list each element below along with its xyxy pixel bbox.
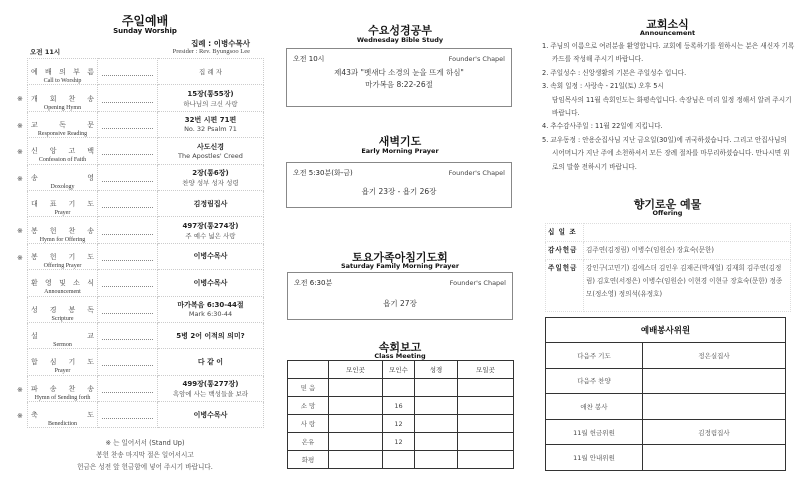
item-name-ko: 예배의부름 bbox=[31, 68, 102, 77]
dawn-box bbox=[286, 162, 512, 208]
wednesday-title: 수요성경공부 bbox=[368, 24, 432, 37]
item-value: 다 같 이 bbox=[197, 357, 224, 366]
worship-item bbox=[28, 85, 264, 111]
wednesday-subtitle: Wednesday Bible Study bbox=[356, 36, 444, 44]
table-cell: 믿 음 bbox=[288, 379, 329, 397]
stand-up-mark: ※ bbox=[17, 385, 23, 394]
offering-row bbox=[546, 242, 791, 260]
table-cell: 정은실집사 bbox=[643, 343, 786, 369]
stand-up-mark: ※ bbox=[17, 412, 23, 421]
offering-type: 주일헌금 bbox=[546, 260, 584, 312]
item-name-ko: 파송찬송 bbox=[31, 384, 106, 393]
table-cell: 16 bbox=[383, 397, 415, 415]
item-value: 마가복음 6:30-44절 bbox=[177, 301, 244, 310]
worship-item bbox=[28, 296, 264, 322]
item-name-en: Hymn for Offering bbox=[39, 236, 86, 243]
announcement-item: 2. 주일성수 : 신앙생활의 기본은 주일성수 입니다. bbox=[542, 68, 687, 77]
worship-item bbox=[28, 322, 264, 348]
item-name-en: Hymn of Sending forth bbox=[34, 394, 91, 401]
wednesday-box bbox=[286, 48, 512, 107]
wednesday-lesson: 제43과 "벳새다 소경의 눈을 뜨게 하심" bbox=[334, 68, 464, 77]
announce-subtitle: Announcement bbox=[639, 29, 696, 37]
table-cell bbox=[415, 379, 458, 397]
item-value: 497장(통274장) bbox=[182, 221, 239, 230]
announcement-item: 담임목사의 11월 속회인도는 화평속입니다. 속장님은 미리 일정 정해서 알려 주시기 바랍니다. bbox=[552, 95, 792, 118]
item-name-ko: 합심기도 bbox=[31, 358, 106, 367]
dawn-time: 오전 5:30분(화-금) bbox=[293, 169, 353, 177]
table-cell bbox=[643, 394, 786, 420]
worship-notes bbox=[27, 437, 263, 473]
announcement-item: 4. 추수감사주일 : 11월 22일에 지킵니다. bbox=[542, 122, 663, 131]
worship-item bbox=[28, 59, 264, 85]
table-row bbox=[288, 397, 514, 415]
offering-subtitle: Offering bbox=[652, 209, 683, 217]
offering-table bbox=[545, 223, 791, 312]
table-header bbox=[288, 361, 514, 379]
item-name-ko: 봉헌기도 bbox=[31, 252, 106, 261]
presider-ko: 집례 : 이병수목사 bbox=[191, 39, 250, 48]
table-cell: 12 bbox=[383, 433, 415, 451]
item-name-en: Prayer bbox=[54, 368, 71, 375]
offering-row bbox=[546, 224, 791, 242]
dotted-leader bbox=[102, 207, 153, 208]
item-detail: Mark 6:30-44 bbox=[188, 310, 233, 319]
table-cell bbox=[383, 379, 415, 397]
item-name-en: Scripture bbox=[51, 315, 74, 322]
dawn-scripture: 욥기 23장 - 욥기 26장 bbox=[361, 187, 437, 196]
offering-names: 강인구(고민기) 김에스더 김인우 김재곤(박재얼) 김재희 김주연(김정림) 김호연(서정은) 이병수(임원순) 이현경 이현규 장효숙(문한) 정종모(정소영) 정의석(유정호) bbox=[584, 260, 791, 312]
column-header: 성경 bbox=[415, 361, 458, 379]
saturday-place: Founder's Chapel bbox=[449, 279, 506, 287]
service-time: 오전 11시 bbox=[30, 48, 61, 56]
item-name-en: Opening Hymn bbox=[43, 104, 82, 111]
item-name-en: Prayer bbox=[54, 210, 71, 217]
item-name-en: Announcement bbox=[44, 289, 81, 296]
table-cell bbox=[329, 433, 383, 451]
item-value: 사도신경 bbox=[196, 142, 225, 151]
stand-up-mark: ※ bbox=[17, 174, 23, 183]
table-row bbox=[546, 394, 786, 420]
item-detail: 하나님의 크신 사랑 bbox=[183, 99, 238, 108]
item-name-ko: 성경봉독 bbox=[31, 305, 106, 314]
dotted-leader bbox=[102, 234, 153, 235]
item-value: 15장(통55장) bbox=[187, 89, 234, 98]
presider-en: Presider : Rev. Byungsoo Lee bbox=[172, 48, 250, 55]
item-name-ko: 교독문 bbox=[31, 120, 116, 129]
table-cell: 온유 bbox=[288, 433, 329, 451]
offering-type: 감사헌금 bbox=[546, 242, 584, 260]
dotted-leader bbox=[102, 365, 153, 366]
column-header: 모일곳 bbox=[458, 361, 514, 379]
table-cell bbox=[415, 397, 458, 415]
table-cell: 소 망 bbox=[288, 397, 329, 415]
item-name-en: Responsive Reading bbox=[37, 130, 88, 137]
note-line: 헌금은 성전 앞 헌금함에 넣어 주시기 바랍니다. bbox=[77, 463, 213, 471]
item-name-en: Sermon bbox=[53, 342, 72, 349]
stand-up-mark: ※ bbox=[17, 95, 23, 104]
dotted-leader bbox=[102, 102, 153, 103]
table-cell: 11월 안내위원 bbox=[546, 445, 643, 471]
sunday-title: 주일예배 bbox=[121, 14, 169, 28]
table-row bbox=[546, 419, 786, 445]
column-header bbox=[288, 361, 329, 379]
stand-up-mark: ※ bbox=[17, 227, 23, 236]
worship-item bbox=[28, 164, 264, 190]
saturday-title: 토요가족아침기도회 bbox=[352, 251, 448, 264]
item-name-ko: 환영및소식 bbox=[31, 279, 102, 288]
class-subtitle: Class Meeting bbox=[374, 352, 426, 360]
table-cell bbox=[458, 415, 514, 433]
saturday-scripture: 욥기 27장 bbox=[383, 299, 417, 308]
wednesday-place: Founder's Chapel bbox=[448, 55, 505, 63]
worship-item bbox=[28, 190, 264, 216]
announcement-list bbox=[540, 40, 795, 174]
dotted-leader bbox=[102, 313, 153, 314]
table-cell bbox=[643, 445, 786, 471]
table-row bbox=[546, 343, 786, 369]
item-value: 이병수목사 bbox=[193, 252, 228, 261]
announcement-item: 3. 속회 일정 : 사랑속 - 21일(토) 오후 5시 bbox=[542, 82, 664, 91]
announcement-item: 1. 주님의 이름으로 여러분을 환영합니다. 교회에 등록하기를 원하시는 분은 새신자 기록카드를 작성해 주시기 바랍니다. bbox=[542, 42, 795, 64]
offering-type: 십 일 조 bbox=[546, 224, 584, 242]
item-name-en: Call to Worship bbox=[43, 78, 82, 85]
sunday-subtitle: Sunday Worship bbox=[113, 27, 177, 35]
worship-item bbox=[28, 217, 264, 243]
item-name-ko: 설교 bbox=[31, 332, 144, 341]
table-cell: 12 bbox=[383, 415, 415, 433]
stand-up-mark: ※ bbox=[17, 121, 23, 130]
item-name-ko: 송영 bbox=[31, 173, 144, 182]
saturday-box bbox=[287, 272, 513, 320]
saturday-subtitle: Saturday Family Morning Prayer bbox=[340, 262, 460, 270]
announce-title: 교회소식 bbox=[646, 18, 689, 31]
dawn-place: Founder's Chapel bbox=[448, 169, 505, 177]
wednesday-time: 오전 10시 bbox=[293, 55, 325, 63]
dotted-leader bbox=[102, 260, 153, 261]
table-cell: 다음주 기도 bbox=[546, 343, 643, 369]
table-cell bbox=[329, 415, 383, 433]
announcement-item: 5. 교우동정 : 안용순집사님 지난 금요일(30일)에 귀국하셨습니다. 그리고 안집사님의 시어머니가 지난 주에 소천하셔서 모든 장례 절차를 마무리하셨습니다. 만나시면 위로의 말씀 전하시기 바랍니다. bbox=[542, 135, 790, 171]
item-value: 김정림집사 bbox=[193, 199, 228, 208]
table-cell bbox=[458, 397, 514, 415]
table-cell bbox=[458, 451, 514, 469]
table-cell: 애찬 봉사 bbox=[546, 394, 643, 420]
item-detail: 집 례 자 bbox=[199, 68, 222, 77]
table-cell: 다음주 찬양 bbox=[546, 368, 643, 394]
table-cell: 11월 헌금위원 bbox=[546, 419, 643, 445]
table-cell: 화평 bbox=[288, 451, 329, 469]
note-line: 봉헌 찬송 마지막 절은 일어서시고 bbox=[96, 451, 194, 459]
item-name-en: Offering Prayer bbox=[43, 262, 82, 269]
item-value: 이병수목사 bbox=[193, 410, 228, 419]
item-detail: 찬양 성부 성자 성령 bbox=[182, 178, 239, 187]
worship-item bbox=[28, 402, 264, 428]
item-detail: The Apostles' Creed bbox=[178, 151, 243, 160]
item-value: 499장(통277장) bbox=[182, 379, 239, 388]
committee-title: 예배봉사위원 bbox=[546, 318, 786, 343]
table-cell bbox=[415, 451, 458, 469]
table-cell: 사 랑 bbox=[288, 415, 329, 433]
table-row bbox=[546, 445, 786, 471]
dawn-subtitle: Early Morning Prayer bbox=[361, 147, 439, 155]
class-meeting-table bbox=[287, 360, 514, 469]
item-name-en: Benediction bbox=[48, 421, 77, 428]
item-name-en: Confession of Faith bbox=[38, 157, 87, 164]
worship-item bbox=[28, 243, 264, 269]
dotted-leader bbox=[102, 286, 153, 287]
stand-up-mark: ※ bbox=[17, 253, 23, 262]
table-cell bbox=[643, 368, 786, 394]
item-value: 5병 2어 이적의 의미? bbox=[176, 331, 245, 340]
offering-title: 향기로운 예물 bbox=[633, 198, 702, 211]
column-header: 모인곳 bbox=[329, 361, 383, 379]
table-cell bbox=[329, 397, 383, 415]
item-value: 이병수목사 bbox=[193, 278, 228, 287]
table-cell bbox=[458, 379, 514, 397]
table-cell bbox=[415, 415, 458, 433]
saturday-time: 오전 6:30분 bbox=[294, 279, 333, 287]
offering-names: 김주연(김정림) 이병수(임원순) 장효숙(문한) bbox=[584, 242, 791, 260]
item-detail: No. 32 Psalm 71 bbox=[184, 125, 237, 134]
class-title: 속회보고 bbox=[378, 341, 422, 354]
table-row bbox=[288, 379, 514, 397]
offering-names bbox=[584, 224, 791, 242]
service-committee-table bbox=[545, 317, 786, 471]
item-name-ko: 봉헌찬송 bbox=[31, 226, 106, 235]
table-cell bbox=[329, 451, 383, 469]
table-cell bbox=[383, 451, 415, 469]
item-value: 2장(통6장) bbox=[192, 168, 229, 177]
dotted-leader bbox=[102, 392, 153, 393]
item-detail: 주 예수 넓은 사랑 bbox=[185, 231, 236, 240]
table-row bbox=[546, 368, 786, 394]
offering-row bbox=[546, 260, 791, 312]
table-row bbox=[288, 451, 514, 469]
table-cell: 김정림집사 bbox=[643, 419, 786, 445]
worship-item bbox=[28, 138, 264, 164]
worship-item bbox=[28, 375, 264, 401]
dotted-leader bbox=[102, 75, 153, 76]
item-name-ko: 대표기도 bbox=[31, 200, 106, 209]
item-detail: 흑암에 사는 백성들을 보라 bbox=[172, 389, 249, 398]
table-cell bbox=[458, 433, 514, 451]
worship-item bbox=[28, 349, 264, 375]
dawn-title: 새벽기도 bbox=[378, 135, 422, 148]
item-name-ko: 축도 bbox=[31, 411, 144, 420]
note-line: ※ 는 일어서서 (Stand Up) bbox=[105, 439, 185, 447]
table-row bbox=[288, 433, 514, 451]
item-value: 32번 시편 71편 bbox=[184, 116, 237, 125]
order-of-worship bbox=[27, 58, 264, 428]
wednesday-scripture: 마가복음 8:22-26절 bbox=[365, 80, 433, 89]
item-name-en: Doxology bbox=[50, 183, 75, 190]
table-cell bbox=[415, 433, 458, 451]
dotted-leader bbox=[102, 154, 153, 155]
worship-item bbox=[28, 111, 264, 137]
column-header: 모인수 bbox=[383, 361, 415, 379]
table-cell bbox=[329, 379, 383, 397]
item-name-ko: 신앙고백 bbox=[31, 147, 106, 156]
item-name-ko: 개회찬송 bbox=[31, 94, 106, 103]
worship-item bbox=[28, 270, 264, 296]
table-row bbox=[288, 415, 514, 433]
stand-up-mark: ※ bbox=[17, 148, 23, 157]
